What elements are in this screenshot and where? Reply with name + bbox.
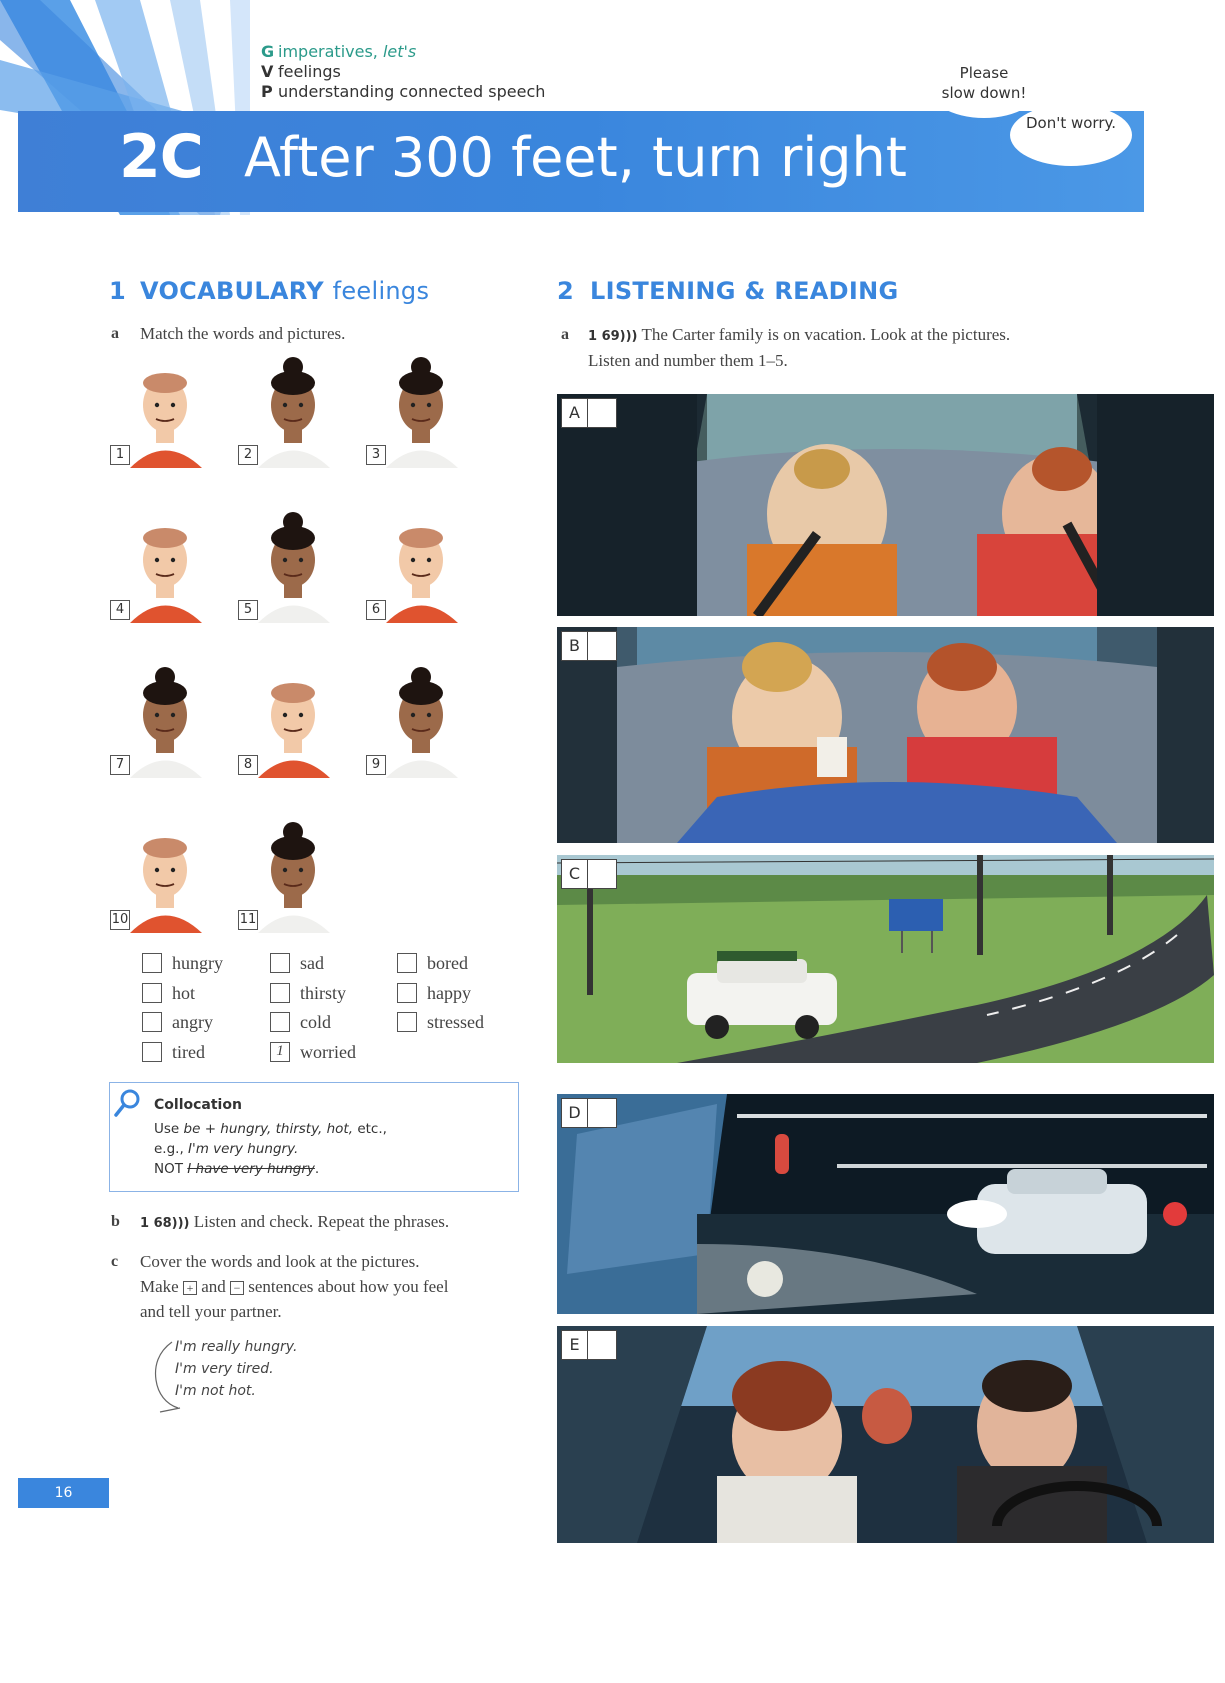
exercise-1b-letter: b [111,1213,120,1230]
collocation-line-1: Use be + hungry, thirsty, hot, etc., [154,1121,387,1137]
magnifier-icon [112,1087,144,1119]
pron-value: understanding connected speech [278,82,546,101]
scene-d-answer-box[interactable] [588,1099,616,1127]
word-thirsty: thirsty [270,982,346,1004]
picture-number-1: 1 [110,445,130,465]
section-1-number: 1 [109,277,126,305]
word-worried: 1 worried [270,1041,356,1063]
exercise-1a-text: Match the words and pictures. [140,324,346,343]
collocation-line-3: NOT I have very hungry. [154,1161,320,1177]
lesson-number: 2C [119,122,203,192]
scene-c-label: C [561,859,617,889]
scene-e-picture [557,1326,1214,1543]
scene-e-answer-box[interactable] [588,1331,616,1359]
feeling-picture [110,353,220,468]
word-stressed: stressed [397,1011,484,1033]
exercise-2a-line-2: Listen and number them 1–5. [588,351,788,370]
section-1-title: VOCABULARY feelings [140,277,430,305]
scene-a-answer-box[interactable] [588,399,616,427]
grammar-key: G [261,42,275,61]
answer-box[interactable] [142,1042,162,1062]
scene-b-answer-box[interactable] [588,632,616,660]
example-sentence-2: I'm very tired. [175,1361,274,1377]
picture-number-7: 7 [110,755,130,775]
word-hungry: hungry [142,952,223,974]
speech-bubble-dont-worry: Don't worry. [1010,104,1132,166]
word-happy: happy [397,982,471,1004]
exercise-1c-line-2: Make + and − sentences about how you feel [140,1277,449,1296]
feeling-picture [366,663,476,778]
feeling-picture [110,818,220,933]
exercise-2a-line-1: 1 69))) The Carter family is on vacation. Look at the pictures. [588,325,1011,344]
minus-icon: − [230,1281,244,1295]
feeling-picture [366,353,476,468]
word-tired: tired [142,1041,205,1063]
word-bored: bored [397,952,468,974]
page-number: 16 [18,1478,109,1508]
feeling-picture [110,508,220,623]
picture-number-9: 9 [366,755,386,775]
vocab-key: V [261,62,274,81]
scene-e-label: E [561,1330,617,1360]
scene-d-picture [557,1094,1214,1314]
word-sad: sad [270,952,324,974]
answer-box[interactable] [270,953,290,973]
pron-key: P [261,82,273,101]
picture-number-2: 2 [238,445,258,465]
example-sentence-3: I'm not hot. [175,1383,256,1399]
scene-b-label: B [561,631,617,661]
answer-box[interactable] [270,983,290,1003]
answer-box[interactable] [397,953,417,973]
lesson-topics [261,42,545,102]
exercise-2a-letter: a [561,326,569,343]
answer-box[interactable] [270,1012,290,1032]
section-2-title: LISTENING & READING [590,277,899,305]
exercise-1a-letter: a [111,325,119,342]
audio-track-1-68[interactable]: 1 68 [140,1216,172,1231]
answer-box[interactable] [397,1012,417,1032]
exercise-1c-line-3: and tell your partner. [140,1302,282,1321]
picture-number-8: 8 [238,755,258,775]
picture-number-5: 5 [238,600,258,620]
scene-b-picture [557,627,1214,843]
section-2-number: 2 [557,277,574,305]
exercise-1b-text: 1 68))) Listen and check. Repeat the phrases. [140,1212,450,1231]
feeling-picture [238,818,348,933]
picture-number-3: 3 [366,445,386,465]
collocation-title: Collocation [154,1097,242,1113]
audio-track-1-69[interactable]: 1 69 [588,329,620,344]
grammar-value: imperatives, let's [278,42,417,61]
scene-a-label: A [561,398,617,428]
answer-box[interactable] [142,983,162,1003]
answer-box[interactable]: 1 [270,1042,290,1062]
word-angry: angry [142,1011,213,1033]
word-cold: cold [270,1011,331,1033]
answer-box[interactable] [142,1012,162,1032]
exercise-1c-letter: c [111,1253,119,1270]
plus-icon: + [183,1281,197,1295]
collocation-line-2: e.g., I'm very hungry. [154,1141,299,1157]
feeling-picture [110,663,220,778]
picture-number-10: 10 [110,910,130,930]
scene-c-picture [557,855,1214,1063]
picture-number-11: 11 [238,910,258,930]
scene-d-label: D [561,1098,617,1128]
exercise-1c-line-1: Cover the words and look at the pictures. [140,1252,420,1271]
word-hot: hot [142,982,195,1004]
scene-c-answer-box[interactable] [588,860,616,888]
feeling-picture [238,353,348,468]
picture-number-4: 4 [110,600,130,620]
scene-a-picture [557,394,1214,616]
vocab-value: feelings [278,62,341,81]
picture-number-6: 6 [366,600,386,620]
feeling-picture [238,663,348,778]
answer-box[interactable] [142,953,162,973]
speech-bubble-slow-down: Please slow down! [925,48,1043,118]
feeling-picture [366,508,476,623]
feeling-picture [238,508,348,623]
lesson-title: After 300 feet, turn right [244,126,907,189]
answer-box[interactable] [397,983,417,1003]
example-sentence-1: I'm really hungry. [175,1339,298,1355]
